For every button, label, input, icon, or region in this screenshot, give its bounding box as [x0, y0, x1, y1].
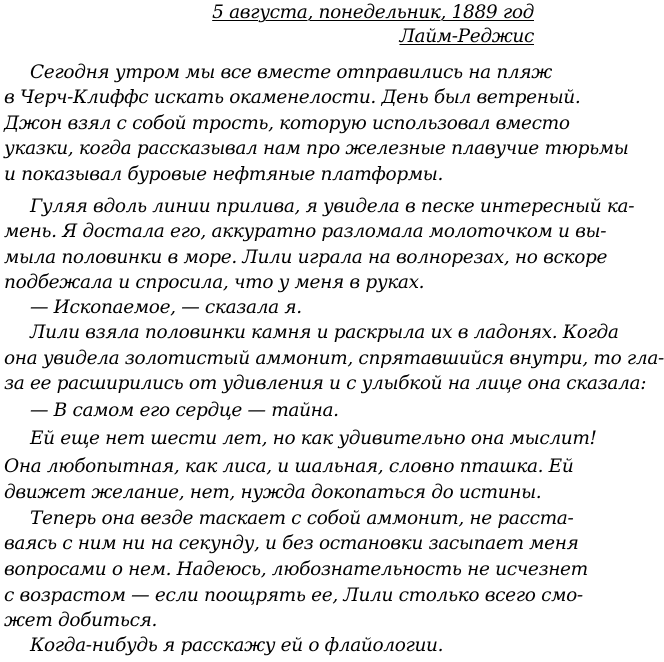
diary-line: мень. Я достала его, аккуратно разломала молоточком и вы- — [4, 221, 607, 242]
diary-line: Она любопытная, как лиса, и шальная, словно пташка. Ей — [4, 456, 574, 477]
diary-line: за ее расширились от удивления и с улыбкой на лице она сказала: — [4, 373, 647, 394]
diary-line: подбежала и спросила, что у меня в руках. — [4, 272, 425, 293]
diary-place: Лайм-Реджис — [399, 26, 534, 47]
diary-line: ваясь с ним ни на секунду, и без остановки засыпает меня — [4, 533, 579, 554]
diary-line: указки, когда рассказывал нам про железные плавучие тюрьмы — [4, 138, 629, 159]
diary-line: Теперь она везде таскает с собой аммонит, не расста- — [30, 508, 574, 529]
diary-date: 5 августа, понедельник, 1889 год — [212, 2, 534, 23]
diary-line: жет добиться. — [4, 610, 158, 631]
diary-line: и показывал буровые нефтяные платформы. — [4, 164, 444, 185]
diary-line: мыла половинки в море. Лили играла на волнорезах, но вскоре — [4, 247, 608, 268]
diary-line: с возрастом — если поощрять ее, Лили столько всего смо- — [4, 585, 583, 606]
diary-line: Ей еще нет шести лет, но как удивительно она мыслит! — [30, 428, 597, 449]
diary-line: вопросами о нем. Надеюсь, любознательность не исчезнет — [4, 559, 588, 580]
diary-line: в Черч-Клиффс искать окаменелости. День был ветреный. — [4, 87, 581, 108]
diary-line: — В самом его сердце — тайна. — [30, 400, 339, 421]
diary-line: движет желание, нет, нужда докопаться до истины. — [4, 482, 542, 503]
diary-line: Лили взяла половинки камня и раскрыла их в ладонях. Когда — [30, 322, 619, 343]
diary-line: она увидела золотистый аммонит, спрятавшийся внутри, то гла- — [4, 348, 664, 369]
diary-line: Сегодня утром мы все вместе отправились на пляж — [30, 62, 552, 83]
diary-line: Когда-нибудь я расскажу ей о флайологии. — [30, 635, 444, 656]
diary-line: — Ископаемое, — сказала я. — [30, 297, 302, 318]
diary-line: Джон взял с собой трость, которую использовал вместо — [4, 113, 570, 134]
diary-line: Гуляя вдоль линии прилива, я увидела в песке интересный ка- — [30, 196, 635, 217]
